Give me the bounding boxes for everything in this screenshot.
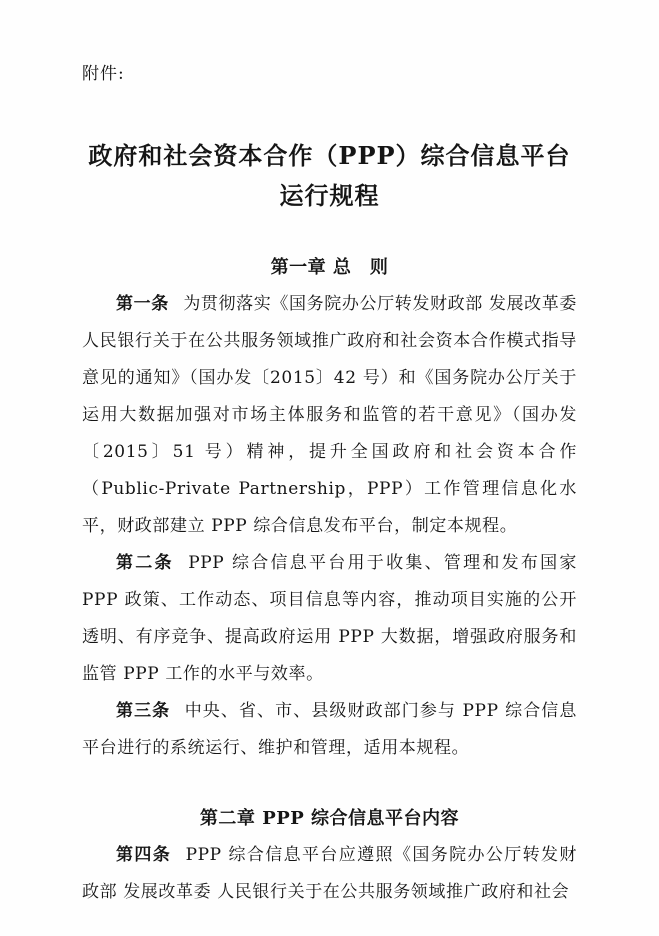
article-2 (82, 545, 577, 693)
article-4-text: PPP 综合信息平台应遵照《国务院办公厅转发财政部 发展改革委 人民银行关于在公共服务领域推广政府和社会 (82, 845, 577, 902)
article-2-number: 第二条 (116, 553, 174, 573)
article-4 (82, 837, 577, 911)
article-2-text: PPP 综合信息平台用于收集、管理和发布国家 PPP 政策、工作动态、项目信息等内容，推动项目实施的公开透明、有序竞争、提高政府运用 PPP 大数据，增强政府服务和监管 PPP 工作的水平与效率。 (82, 553, 577, 684)
document-title-line-1: 政府和社会资本合作（PPP）综合信息平台 (88, 141, 571, 170)
article-3-number: 第三条 (116, 701, 171, 721)
article-1-number: 第一条 (116, 294, 169, 314)
chapter-2-heading: 第二章 PPP 综合信息平台内容 (199, 808, 460, 829)
chapter-1-heading: 第一章 总 则 (270, 257, 389, 278)
document-title-line-2: 运行规程 (279, 181, 380, 210)
article-1 (82, 286, 577, 545)
article-1-text: 为贯彻落实《国务院办公厅转发财政部 发展改革委 人民银行关于在公共服务领域推广政府和社会资本合作模式指导意见的通知》（国办发〔2015〕42 号）和《国务院办公厅关于运用大数据加强对市场主体服务和监管的若干意见》（国办发〔2015〕51 号）精神，提升全国政府和社会资本合作（Public-Private Partnership，PPP）工作管理信息化水平，财政部建立 PPP 综合信息发布平台，制定本规程。 (82, 294, 577, 536)
article-3-text: 中央、省、市、县级财政部门参与 PPP 综合信息平台进行的系统运行、维护和管理，适用本规程。 (82, 701, 577, 758)
attachment-label: 附件: (82, 64, 125, 84)
article-3 (82, 693, 577, 767)
document-title (82, 136, 577, 216)
article-4-number: 第四条 (116, 845, 172, 865)
